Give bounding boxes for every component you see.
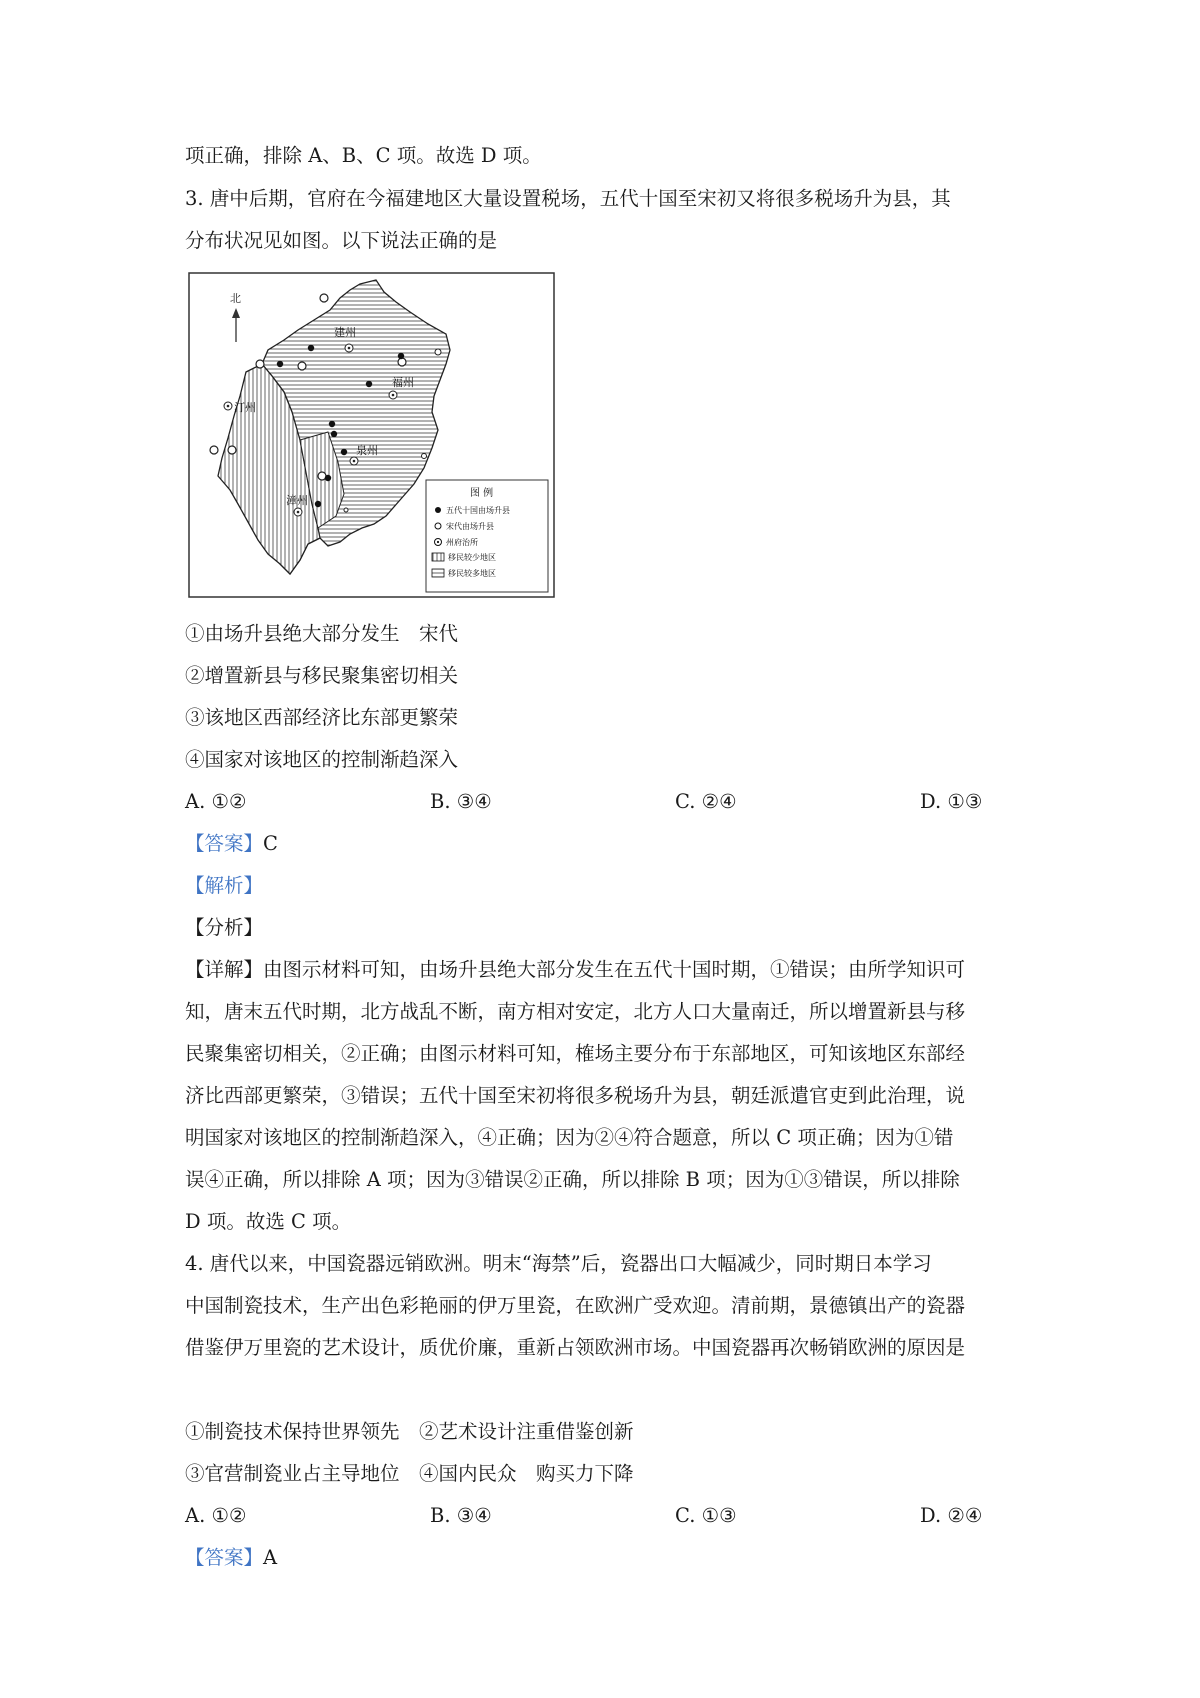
q4-statements-12: ①制瓷技术保持世界领先 ②艺术设计注重借鉴创新 <box>185 1420 634 1443</box>
q3-detail-line5: 明国家对该地区的控制渐趋深入，④正确；因为②④符合题意，所以 C 项正确；因为①错 <box>185 1126 954 1149</box>
q3-statement-2: ②增置新县与移民聚集密切相关 <box>185 664 459 687</box>
q4-option-a: A. ①② <box>185 1504 247 1527</box>
q4-answer <box>185 1546 277 1570</box>
q3-fenxi-label: 【分析】 <box>185 916 264 939</box>
map-legend <box>426 480 548 592</box>
label-tingzhou: 汀州 <box>234 401 256 414</box>
q3-detail-line7: D 项。故选 C 项。 <box>185 1210 352 1233</box>
detail-text: 由图示材料可知，由场升县绝大部分发生在五代十国时期，①错误；由所学知识可 <box>263 958 966 981</box>
legend-title: 图 例 <box>470 488 494 499</box>
q3-detail-line4: 济比西部更繁荣，③错误；五代十国至宋初将很多税场升为县，朝廷派遣官吏到此治理，说 <box>185 1084 966 1107</box>
q3-option-b: B. ③④ <box>430 790 492 813</box>
q3-option-d: D. ①③ <box>920 790 983 813</box>
q4-option-b: B. ③④ <box>430 1504 492 1527</box>
q3-statement-3: ③该地区西部经济比东部更繁荣 <box>185 706 459 729</box>
q4-stem-line2: 中国制瓷技术，生产出色彩艳丽的伊万里瓷，在欧洲广受欢迎。清前期，景德镇出产的瓷器 <box>185 1294 966 1317</box>
label-jianzhou: 建州 <box>334 326 356 339</box>
q3-statement-4: ④国家对该地区的控制渐趋深入 <box>185 748 459 771</box>
legend-item-few-migrants: 移民较少地区 <box>448 553 496 562</box>
q3-answer <box>185 832 278 856</box>
q4-statements-34: ③官营制瓷业占主导地位 ④国内民众 购买力下降 <box>185 1462 634 1485</box>
q3-detail-line1 <box>185 958 965 982</box>
q4-stem-line1: 4. 唐代以来，中国瓷器远销欧洲。明末“海禁”后，瓷器出口大幅减少，同时期日本学习 <box>185 1252 932 1275</box>
q3-analysis-label: 【解析】 <box>185 874 264 897</box>
q3-stem-line2: 分布状况见如图。以下说法正确的是 <box>185 229 498 252</box>
legend-item-seat: 州府治所 <box>446 538 478 547</box>
fujian-tax-field-map <box>188 272 555 598</box>
q3-detail-line2: 知，唐末五代时期，北方战乱不断，南方相对安定，北方人口大量南迁，所以增置新县与移 <box>185 1000 966 1023</box>
answer-value: C <box>263 832 278 855</box>
label-zhangzhou: 漳州 <box>286 494 308 507</box>
q4-option-d: D. ②④ <box>920 1504 983 1527</box>
legend-item-song: 宋代由场升县 <box>446 522 494 531</box>
label-quanzhou: 泉州 <box>356 444 378 457</box>
q3-detail-line3: 民聚集密切相关，②正确；由图示材料可知，榷场主要分布于东部地区，可知该地区东部经 <box>185 1042 966 1065</box>
label-fuzhou: 福州 <box>392 376 414 389</box>
legend-item-five-dynasties: 五代十国由场升县 <box>446 506 510 515</box>
answer-label: 【答案】 <box>185 832 264 855</box>
q4-option-c: C. ①③ <box>675 1504 737 1527</box>
q3-stem-line1: 3. 唐中后期，官府在今福建地区大量设置税场，五代十国至宋初又将很多税场升为县，其 <box>185 187 951 210</box>
q3-detail-line6: 误④正确，所以排除 A 项；因为③错误②正确，所以排除 B 项；因为①③错误，所以排除 <box>185 1168 960 1191</box>
q4-stem-line3: 借鉴伊万里瓷的艺术设计，质优价廉，重新占领欧洲市场。中国瓷器再次畅销欧洲的原因是 <box>185 1336 966 1359</box>
q3-option-a: A. ①② <box>185 790 247 813</box>
q3-option-c: C. ②④ <box>675 790 737 813</box>
line-prev-answer: 项正确，排除 A、B、C 项。故选 D 项。 <box>185 144 542 167</box>
north-label: 北 <box>230 292 241 305</box>
legend-item-many-migrants: 移民较多地区 <box>448 569 496 578</box>
detail-label: 【详解】 <box>185 958 264 981</box>
q3-statement-1: ①由场升县绝大部分发生 宋代 <box>185 622 459 645</box>
answer-label: 【答案】 <box>185 1546 264 1569</box>
answer-value: A <box>263 1546 278 1569</box>
